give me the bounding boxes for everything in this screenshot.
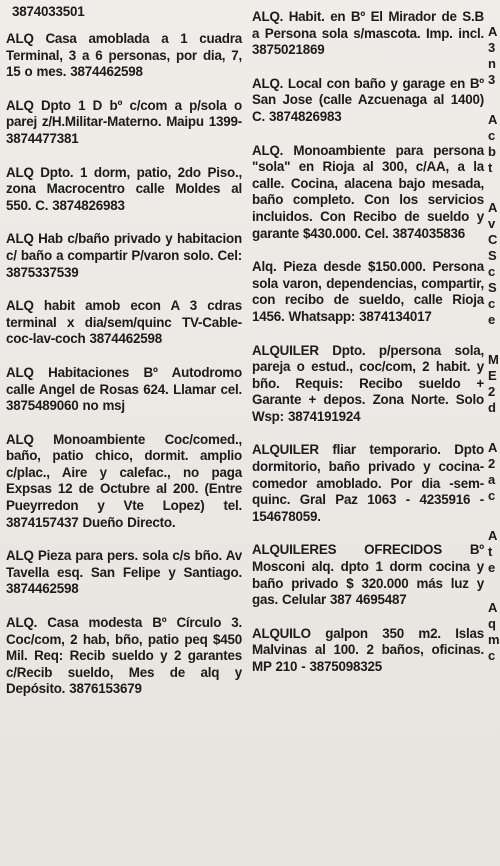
- cut-letter: C: [488, 232, 498, 247]
- classified-ad: ALQ Dpto 1 D bº c/com a p/sola o parej z/H.Militar-Materno. Maipu 1399- 3874477381: [6, 97, 242, 146]
- cut-letter: a: [488, 472, 496, 487]
- cut-letter: c: [488, 128, 496, 143]
- cut-letter: n: [488, 56, 496, 71]
- cut-letter: t: [488, 544, 493, 559]
- cut-letter: A: [488, 600, 498, 615]
- cut-letter: v: [488, 216, 496, 231]
- cut-letter: 3: [488, 72, 496, 87]
- cut-letter: A: [488, 112, 498, 127]
- cut-letter: c: [488, 296, 496, 311]
- cut-letter: e: [488, 560, 496, 575]
- cut-letter: 2: [488, 456, 496, 471]
- middle-column: [252, 0, 484, 693]
- cut-letter: A: [488, 24, 498, 39]
- left-column: [6, 0, 242, 715]
- cut-letter: q: [488, 616, 496, 631]
- cut-letter: 3: [488, 40, 496, 55]
- cut-letter: 2: [488, 384, 496, 399]
- cut-letter: A: [488, 200, 498, 215]
- cut-letter: E: [488, 368, 497, 383]
- classified-ad: ALQ Habitaciones Bº Autodromo calle Angel de Rosas 624. Llamar cel. 3875489060 no msj: [6, 364, 242, 414]
- classified-ad: ALQUILER Dpto. p/persona sola, pareja o estud., coc/com, 2 habit. y bño. Requis: Recibo sueldo + Garante + depos. Zona Norte. Solo Wsp: 3874191924: [252, 342, 484, 424]
- cut-letter: c: [488, 264, 496, 279]
- cut-letter: c: [488, 488, 496, 503]
- cut-letter: b: [488, 144, 496, 159]
- cut-letter: A: [488, 528, 498, 543]
- cut-letter: m: [488, 632, 500, 647]
- cut-off-phone-number: 3874033501: [12, 4, 85, 20]
- classified-ad: ALQ Pieza para pers. sola c/s bño. Av Tavella esq. San Felipe y Santiago. 3874462598: [6, 548, 242, 597]
- classified-ad: ALQ. Monoambiente para persona "sola" en Rioja al 300, c/AA, a la calle. Cocina, alacena bajo mesada, baño completo. Con los servicios incluidos. Con Recibo de sueldo y garante $430.000. Cel. 3874035836: [252, 142, 484, 241]
- right-column-cut: [488, 0, 500, 664]
- cut-letter: t: [488, 160, 493, 175]
- cut-letter: S: [488, 280, 497, 295]
- classified-ad: ALQ. Habit. en Bº El Mirador de S.B a Persona sola s/mascota. Imp. incl. 3875021869: [252, 9, 484, 58]
- cut-letter: d: [488, 400, 496, 415]
- classified-ad: ALQUILO galpon 350 m2. Islas Malvinas al 100. 2 baños, oficinas. MP 210 - 3875098325: [252, 625, 484, 674]
- classified-ad: ALQ Dpto. 1 dorm, patio, 2do Piso., zona Macrocentro calle Moldes al 550. C. 3874826983: [6, 164, 242, 213]
- classified-ad: ALQ. Casa modesta Bº Círculo 3. Coc/com, 2 hab, bño, patio peq $450 Mil. Req: Recib sueldo y 2 garantes c/Recib sueldo, Mes de alq y Depósito. 3876153679: [6, 615, 242, 697]
- classified-ad: Alq. Pieza desde $150.000. Persona sola varon, dependencias, compartir, con recibo de sueldo, calle Rioja 1456. Whatsapp: 3874134017: [252, 259, 484, 324]
- classified-ad: ALQ Hab c/baño privado y habitacion c/ baño a compartir P/varon solo. Cel: 3875337539: [6, 231, 242, 280]
- cut-letter: e: [488, 312, 496, 327]
- classified-ad: ALQUILERES OFRECIDOS Bº Mosconi alq. dpto 1 dorm cocina y baño privado $ 320.000 más luz y gas. Celular 387 4695487: [252, 542, 484, 608]
- classified-ad: ALQ Monoambiente Coc/comed., baño, patio chico, dormit. amplio c/plac., Aire y calefac., no paga Expsas 12 de Octubre al 200. (Entre Pueyrredon y Vte Lopez) tel. 3874157437 Dueño Directo.: [6, 431, 242, 530]
- cut-letter: c: [488, 648, 496, 663]
- classified-ad: ALQUILER fliar temporario. Dpto dormitorio, baño privado y cocina-comedor amoblado. Por dia -sem- quinc. Gral Paz 1063 - 4235916 - 154678059.: [252, 442, 484, 524]
- cut-letter: A: [488, 440, 498, 455]
- classified-ad: ALQ habit amob econ A 3 cdras terminal x dia/sem/quinc TV-Cable-coc-lav-coch 3874462598: [6, 298, 242, 347]
- cut-letter: M: [488, 352, 499, 367]
- classified-ad: ALQ Casa amoblada a 1 cuadra Terminal, 3 a 6 personas, por dia, 7, 15 o mes. 3874462598: [6, 31, 242, 80]
- classified-ad: ALQ. Local con baño y garage en Bº San Jose (calle Azcuenaga al 1400) C. 3874826983: [252, 75, 484, 124]
- cut-letter: S: [488, 248, 497, 263]
